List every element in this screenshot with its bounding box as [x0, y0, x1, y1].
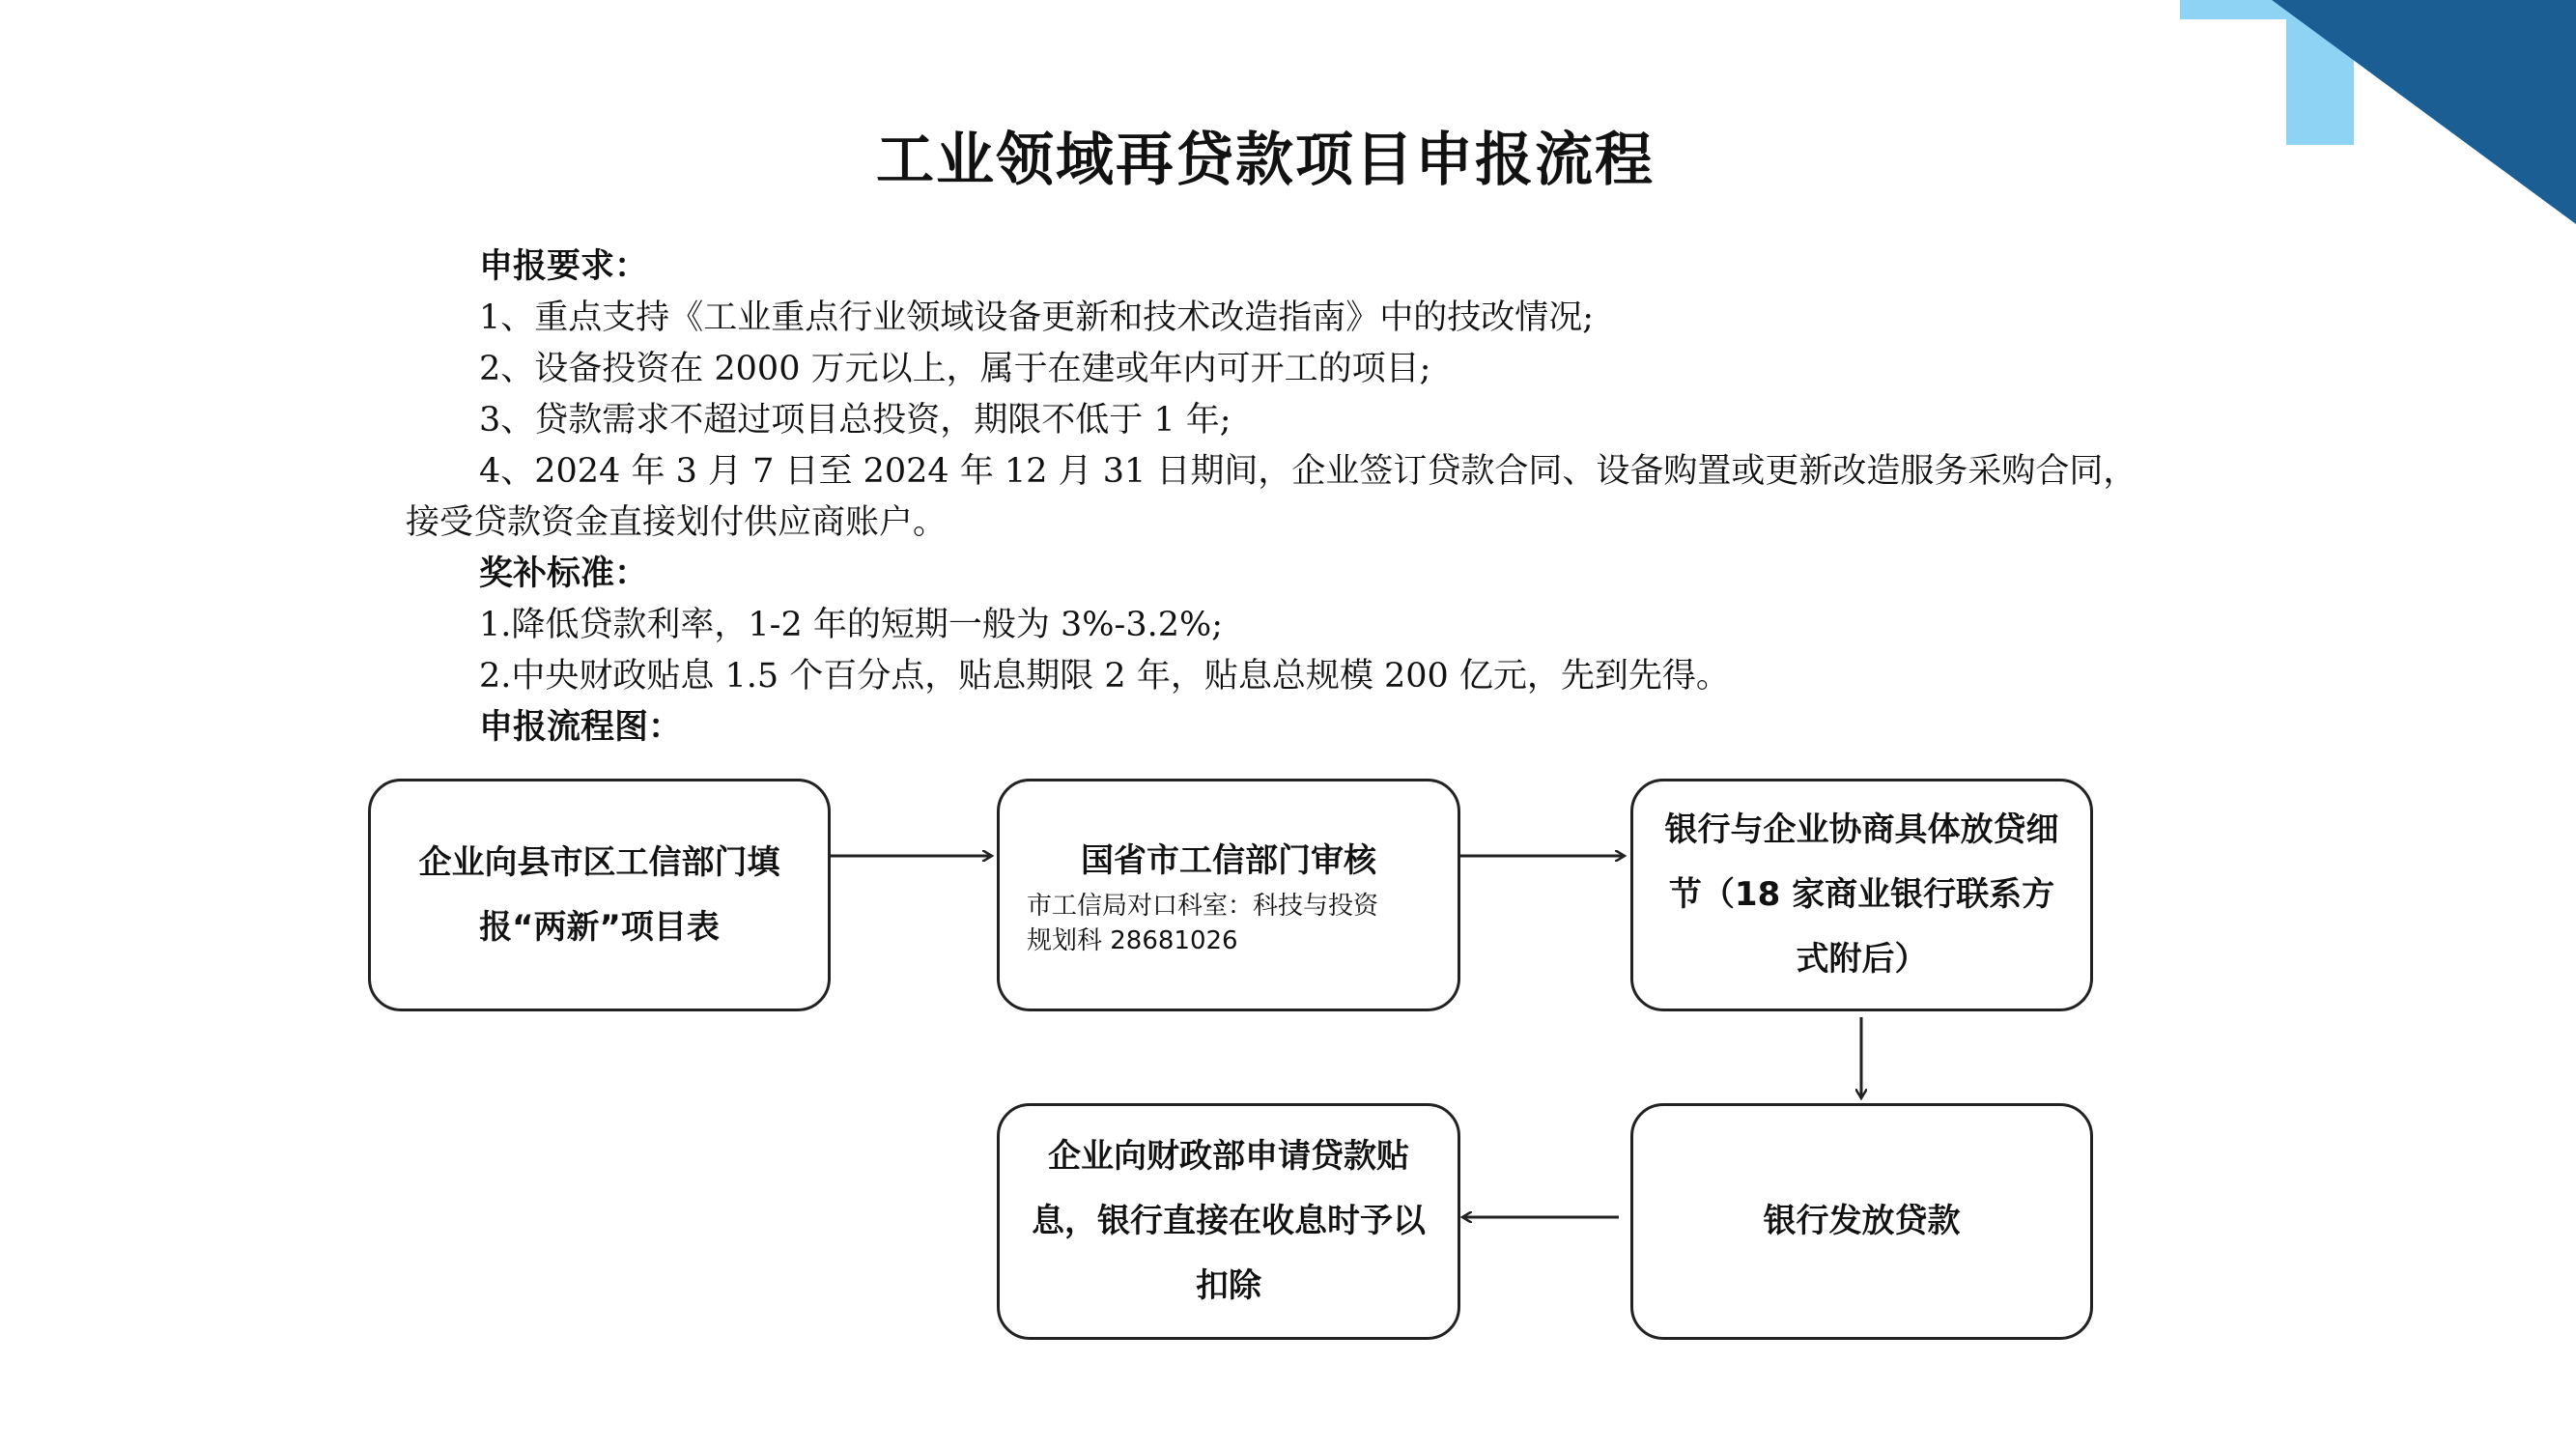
flow-step-fill-form — [368, 779, 831, 1011]
flow-step-negotiate — [1630, 779, 2093, 1011]
requirement-item-continuation: 接受贷款资金直接划付供应商账户。 — [406, 503, 948, 542]
requirement-item: 1、重点支持《工业重点行业领域设备更新和技术改造指南》中的技改情况; — [479, 298, 1595, 337]
flow-step-review — [997, 779, 1460, 1011]
requirement-item: 4、2024 年 3 月 7 日至 2024 年 12 月 31 日期间，企业签订贷款合同、设备购置或更新改造服务采购合同， — [479, 452, 2137, 491]
subsidy-heading: 奖补标准： — [479, 554, 649, 593]
requirements-heading: 申报要求： — [479, 247, 649, 286]
page-title: 工业领域再贷款项目申报流程 — [876, 127, 1655, 194]
flow-step-apply-subsidy — [997, 1103, 1460, 1340]
flow-step-note: 规划科 28681026 — [1027, 925, 1238, 955]
subsidy-item: 1.降低贷款利率，1-2 年的短期一般为 3%-3.2%; — [479, 606, 1224, 644]
flow-step-label: 企业向县市区工信部门填报“两新”项目表 — [418, 842, 780, 947]
flow-step-label: 国省市工信部门审核 — [1081, 840, 1376, 880]
flow-step-label: 银行发放贷款 — [1763, 1202, 1961, 1240]
requirement-item: 2、设备投资在 2000 万元以上，属于在建或年内可开工的项目; — [479, 350, 1431, 388]
requirement-item: 3、贷款需求不超过项目总投资，期限不低于 1 年; — [479, 401, 1231, 440]
flow-step-issue-loan — [1630, 1103, 2093, 1340]
flow-step-label: 企业向财政部申请贷款贴息，银行直接在收息时予以扣除 — [1032, 1137, 1426, 1305]
flow-step-note: 市工信局对口科室：科技与投资 — [1027, 891, 1379, 921]
flow-heading: 申报流程图： — [479, 708, 683, 747]
subsidy-item: 2.中央财政贴息 1.5 个百分点，贴息期限 2 年，贴息总规模 200 亿元，先到先得。 — [479, 657, 1730, 696]
flow-step-label: 银行与企业协商具体放贷细节（18 家商业银行联系方式附后） — [1664, 810, 2059, 979]
